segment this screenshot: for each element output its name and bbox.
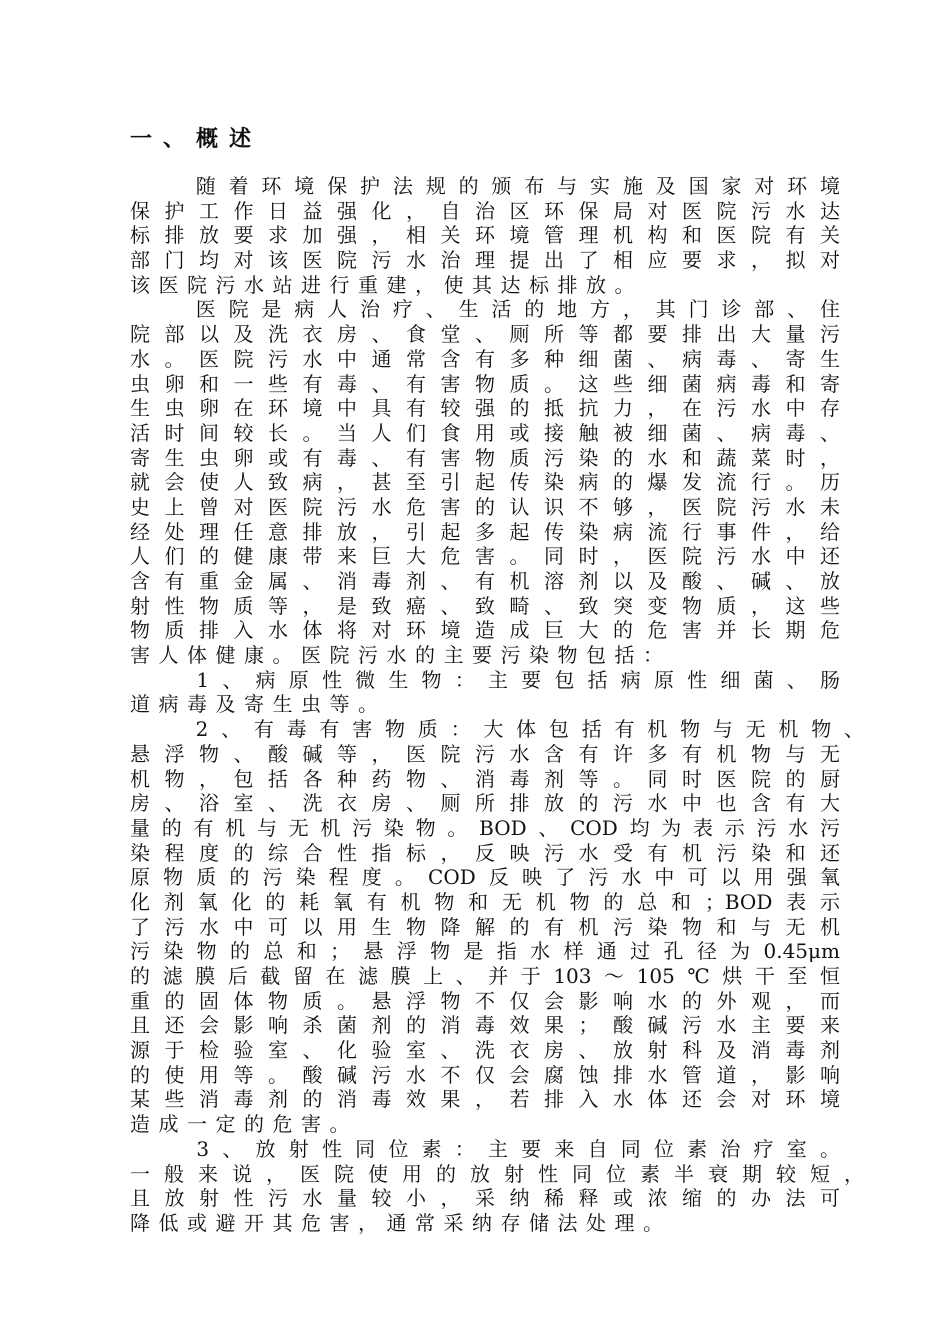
text-line: 1、病原性微生物：主要包括病原性细菌、肠 [130,667,840,692]
text-line: 一般来说，医院使用的放射性同位素半衰期较短， [130,1161,864,1186]
text-line: 生虫卵在环境中具有较强的抵抗力，在污水中存 [130,396,840,421]
text-line: 射性物质等，是致癌、致畸、致突变物质，这些 [130,593,840,618]
text-line: 人们的健康带来巨大危害。同时，医院污水中还 [130,544,840,569]
text-line: 的滤膜后截留在滤膜上、并于103～105℃烘干至恒 [130,964,840,988]
text-line: 害人体健康。医院污水的主要污染物包括： [130,643,672,668]
text-line: 污染物的总和；悬浮物是指水样通过孔径为0.45μm [130,939,840,964]
text-line: 物质排入水体将对环境造成巨大的危害并长期危 [130,618,840,643]
text-line: 了污水中可以用生物降解的有机污染物和与无机 [130,914,840,939]
text-line: 且放射性污水量较小，采纳稀释或浓缩的办法可 [130,1186,840,1211]
text-line: 保护工作日益强化，自治区环保局对医院污水达 [130,198,840,223]
text-line: 含有重金属、消毒剂、有机溶剂以及酸、碱、放 [130,569,840,593]
text-line: 水。医院污水中通常含有多种细菌、病毒、寄生 [130,346,840,371]
text-line: 原物质的污染程度。COD反映了污水中可以用强氧 [130,865,840,890]
text-line: 该医院污水站进行重建，使其达标排放。 [130,272,643,297]
text-line: 悬浮物、酸碱等，医院污水含有许多有机物与无 [130,741,840,766]
text-line: 史上曾对医院污水危害的认识不够，医院污水未 [130,494,840,519]
text-line: 部门均对该医院污水治理提出了相应要求，拟对 [130,248,840,273]
text-line: 某些消毒剂的消毒效果，若排入水体还会对环境 [130,1087,840,1112]
text-line: 且还会影响杀菌剂的消毒效果；酸碱污水主要来 [130,1013,840,1038]
text-line: 源于检验室、化验室、洗衣房、放射科及消毒剂 [130,1038,840,1063]
text-line: 院部以及洗衣房、食堂、厕所等都要排出大量污 [130,322,840,347]
text-line: 道病毒及寄生虫等。 [130,692,387,717]
text-line: 标排放要求加强，相关环境管理机构和医院有关 [130,223,840,248]
section-heading: 一、概述 [130,127,263,152]
text-line: 随着环境保护法规的颁布与实施及国家对环境 [130,174,840,198]
text-line: 的使用等。酸碱污水不仅会腐蚀排水管道，影响 [130,1062,840,1087]
body-text [130,174,864,1236]
text-line: 造成一定的危害。 [130,1112,358,1137]
text-line: 重的固体物质。悬浮物不仅会影响水的外观，而 [130,988,840,1013]
text-line: 虫卵和一些有毒、有害物质。这些细菌病毒和寄 [130,371,840,396]
text-line: 活时间较长。当人们食用或接触被细菌、病毒、 [130,420,840,445]
text-line: 量的有机与无机污染物。BOD、COD均为表示污水污 [130,815,840,840]
text-line: 化剂氧化的耗氧有机物和无机物的总和；BOD表示 [130,889,840,914]
text-line: 机物，包括各种药物、消毒剂等。同时医院的厨 [130,766,840,791]
text-line: 经处理任意排放，引起多起传染病流行事件，给 [130,519,840,544]
text-line: 房、浴室、洗衣房、厕所排放的污水中也含有大 [130,791,840,816]
text-line: 3、放射性同位素：主要来自同位素治疗室。 [130,1136,840,1161]
text-line: 2、有毒有害物质：大体包括有机物与无机物、 [130,717,864,742]
text-line: 医院是病人治疗、生活的地方，其门诊部、住 [130,297,840,322]
text-line: 寄生虫卵或有毒、有害物质污染的水和蔬菜时， [130,445,840,470]
text-line: 降低或避开其危害，通常采纳存储法处理。 [130,1210,672,1235]
text-line: 染程度的综合性指标，反映污水受有机污染和还 [130,840,840,865]
text-line: 就会使人致病，甚至引起传染病的爆发流行。历 [130,470,840,495]
